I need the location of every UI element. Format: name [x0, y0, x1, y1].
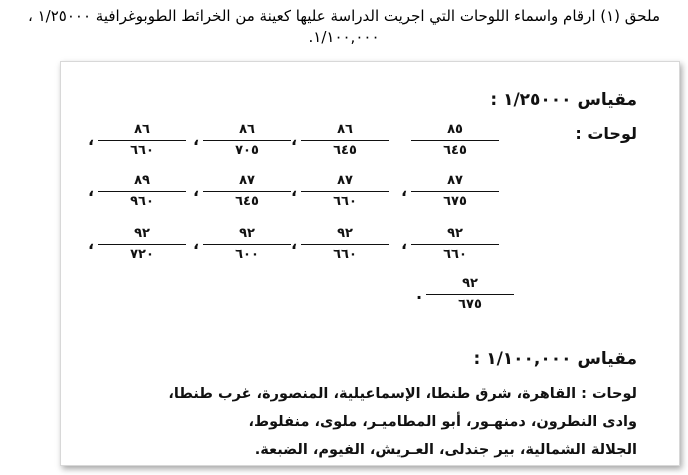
sheet-number [193, 122, 298, 168]
sheet-number [401, 173, 503, 219]
sheet-number [88, 226, 190, 272]
fraction-line [203, 191, 291, 192]
sheets-label: لوحات : [575, 124, 637, 143]
scanned-page [60, 61, 680, 466]
fraction-line [203, 140, 291, 141]
sheets-list-line-3: الجلالة الشمالية، بير جندلى، العـريش، الفيوم، الضبعة. [254, 442, 637, 458]
sheet-numerator: ٨٧ [447, 173, 463, 188]
fraction-line [301, 140, 389, 141]
separator: ، [193, 234, 200, 253]
caption-line-2: ١/١٠٠,٠٠٠. [308, 28, 380, 46]
sheet-number [291, 122, 393, 168]
sheet-number [88, 122, 190, 168]
sheet-denominator: ٦٦٠ [443, 247, 467, 262]
separator: ، [291, 130, 298, 149]
sheet-number [291, 173, 393, 219]
sheet-numerator: ٨٥ [447, 122, 463, 137]
sheet-number [291, 226, 393, 272]
sheet-number [416, 276, 518, 322]
sheet-numerator: ٩٢ [462, 276, 478, 291]
sheet-numerator: ٨٧ [239, 173, 255, 188]
separator: ، [193, 130, 200, 149]
sheet-denominator: ٦٦٠ [130, 143, 154, 158]
fraction-line [98, 140, 186, 141]
separator: ، [88, 130, 95, 149]
scale-100000-heading: مقياس ١/١٠٠,٠٠٠ : [473, 349, 637, 369]
sheet-denominator: ٦٤٥ [443, 143, 467, 158]
separator: ، [193, 181, 200, 200]
sheet-denominator: ٦٤٥ [333, 143, 357, 158]
scale-25000-heading: مقياس ١/٢٥٠٠٠ : [490, 90, 637, 110]
sheet-denominator: ٦٦٠ [333, 247, 357, 262]
separator: ، [291, 234, 298, 253]
caption-line-1: ملحق (١) ارقام واسماء اللوحات التي اجريت الدراسة عليها كعينة من الخرائط الطوبوغرافية ١/٢٥٠٠٠ ، [28, 7, 660, 25]
fraction-line [411, 191, 499, 192]
sheet-denominator: ٦٤٥ [235, 194, 259, 209]
fraction-line [98, 191, 186, 192]
sheet-number [193, 173, 298, 219]
fraction-line [203, 244, 291, 245]
separator: ، [401, 234, 408, 253]
fraction-line [98, 244, 186, 245]
fraction-line [411, 244, 499, 245]
sheet-numerator: ٩٢ [134, 226, 150, 241]
sheet-number [88, 173, 190, 219]
sheets-list-line-2: وادى النطرون، دمنهـور، أبو المطاميـر، ملوى، منفلوط، [248, 414, 637, 430]
sheet-numerator: ٩٢ [239, 226, 255, 241]
separator: ، [291, 181, 298, 200]
sheet-numerator: ٩٢ [447, 226, 463, 241]
fraction-line [411, 140, 499, 141]
sheet-number [193, 226, 298, 272]
sheet-numerator: ٨٩ [134, 173, 150, 188]
sheet-denominator: ٦٧٥ [443, 194, 467, 209]
sheet-numerator: ٨٦ [337, 122, 353, 137]
separator: ، [401, 181, 408, 200]
sheet-denominator: ٩٦٠ [130, 194, 154, 209]
fraction-line [426, 294, 514, 295]
figure-caption [8, 6, 680, 48]
sheet-denominator: ٦٠٠ [235, 247, 259, 262]
sheet-numerator: ٨٦ [134, 122, 150, 137]
sheet-denominator: ٦٧٥ [458, 297, 482, 312]
separator: ، [88, 181, 95, 200]
sheets-list-line-1: لوحات : القاهرة، شرق طنطا، الإسماعيلية، المنصورة، غرب طنطا، [168, 386, 637, 402]
sheet-denominator: ٧٢٠ [130, 247, 154, 262]
sheet-number [411, 122, 503, 168]
sheet-denominator: ٧٠٥ [235, 143, 259, 158]
fraction-line [301, 244, 389, 245]
sheet-numerator: ٨٦ [239, 122, 255, 137]
sheet-numerator: ٩٢ [337, 226, 353, 241]
sheet-number [401, 226, 503, 272]
separator: . [416, 284, 423, 303]
separator: ، [88, 234, 95, 253]
sheet-numerator: ٨٧ [337, 173, 353, 188]
sheet-denominator: ٦٦٠ [333, 194, 357, 209]
fraction-line [301, 191, 389, 192]
